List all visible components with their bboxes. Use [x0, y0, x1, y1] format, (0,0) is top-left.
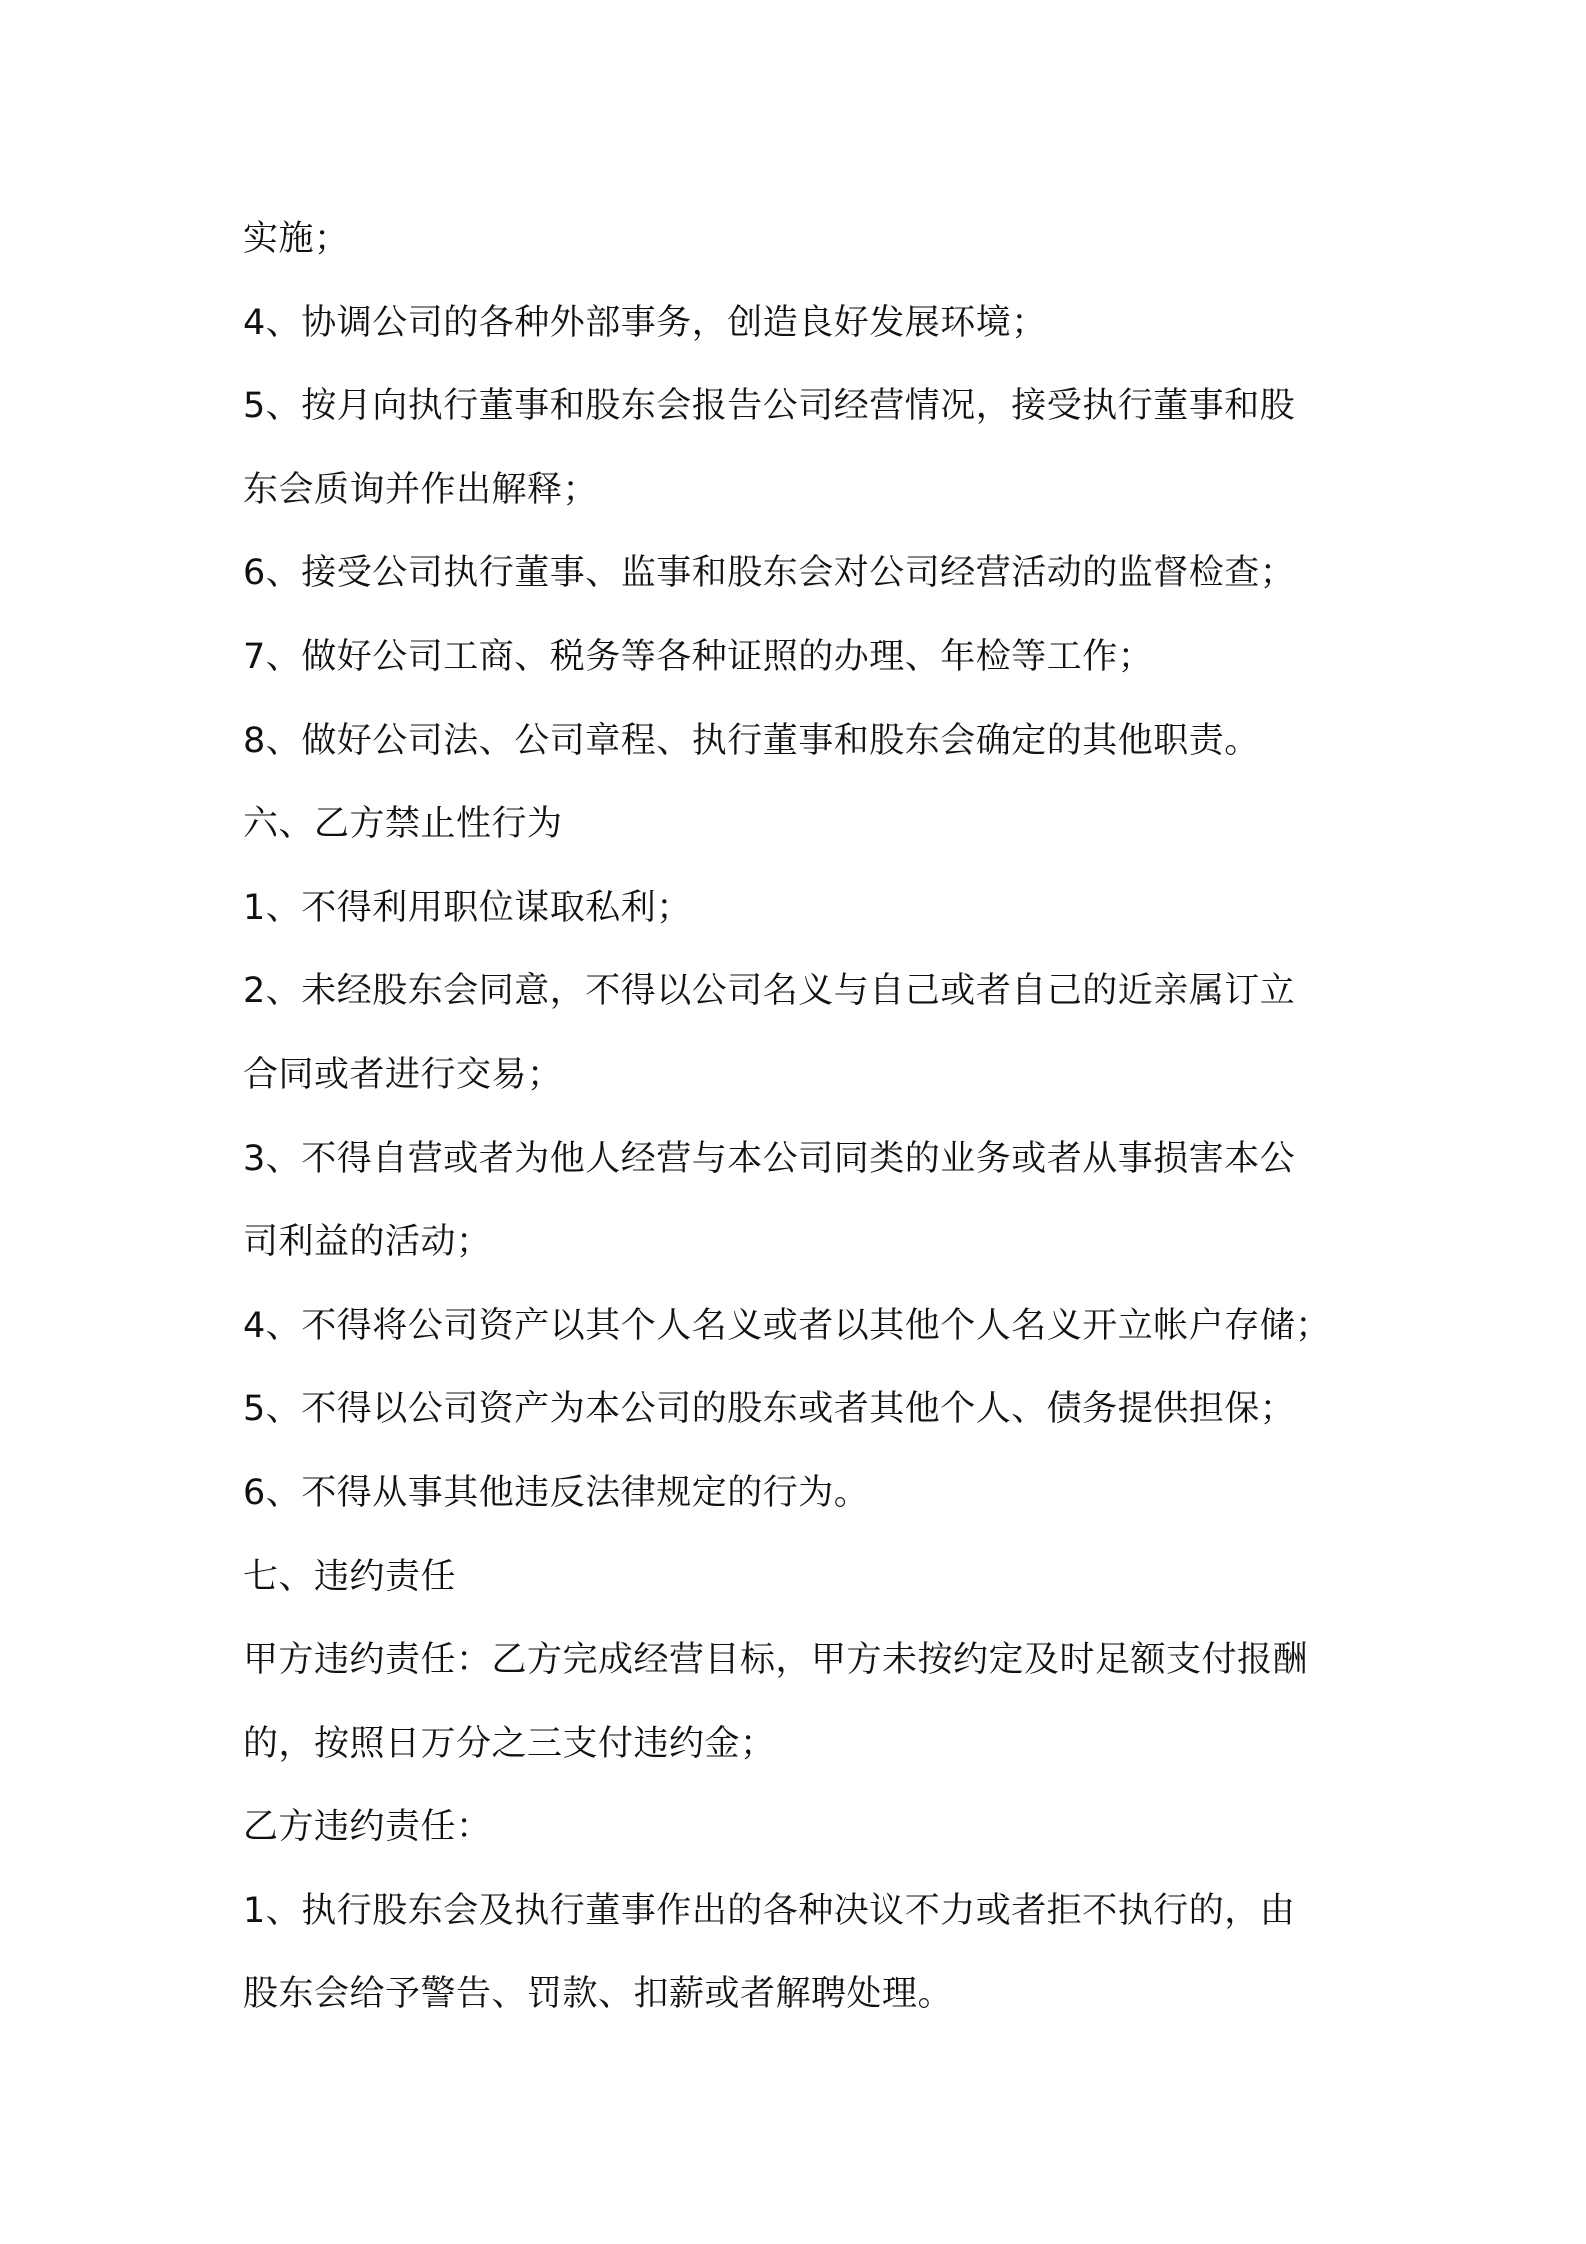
list-item: 2、未经股东会同意，不得以公司名义与自己或者自己的近亲属订立	[243, 971, 1296, 1012]
text-line: 的，按照日万分之三支付违约金；	[243, 1723, 776, 1764]
text-line: 司利益的活动；	[243, 1222, 492, 1263]
text-line: 股东会给予警告、罚款、扣薪或者解聘处理。	[243, 1974, 954, 2015]
list-item: 4、不得将公司资产以其个人名义或者以其他个人名义开立帐户存储；	[243, 1305, 1331, 1346]
list-item: 1、执行股东会及执行董事作出的各种决议不力或者拒不执行的，由	[243, 1890, 1296, 1931]
list-item: 6、接受公司执行董事、监事和股东会对公司经营活动的监督检查；	[243, 553, 1296, 594]
text-line: 合同或者进行交易；	[243, 1054, 563, 1095]
text-line: 实施；	[243, 219, 350, 259]
paragraph-line: 甲方违约责任：乙方完成经营目标，甲方未按约定及时足额支付报酬	[243, 1640, 1309, 1681]
list-item: 7、做好公司工商、税务等各种证照的办理、年检等工作；	[243, 636, 1154, 677]
list-item: 6、不得从事其他违反法律规定的行为。	[243, 1472, 870, 1513]
list-item: 5、不得以公司资产为本公司的股东或者其他个人、债务提供担保；	[243, 1389, 1296, 1430]
section-heading: 七、违约责任	[243, 1556, 457, 1597]
list-item: 5、按月向执行董事和股东会报告公司经营情况，接受执行董事和股	[243, 386, 1296, 427]
text-line: 东会质询并作出解释；	[243, 469, 599, 510]
list-item: 4、协调公司的各种外部事务，创造良好发展环境；	[243, 302, 1047, 343]
list-item: 1、不得利用职位谋取私利；	[243, 887, 692, 928]
paragraph-line: 乙方违约责任：	[243, 1807, 492, 1848]
section-heading: 六、乙方禁止性行为	[243, 804, 563, 845]
list-item: 8、做好公司法、公司章程、执行董事和股东会确定的其他职责。	[243, 720, 1260, 761]
list-item: 3、不得自营或者为他人经营与本公司同类的业务或者从事损害本公	[243, 1138, 1296, 1179]
document-body	[243, 198, 1373, 2037]
